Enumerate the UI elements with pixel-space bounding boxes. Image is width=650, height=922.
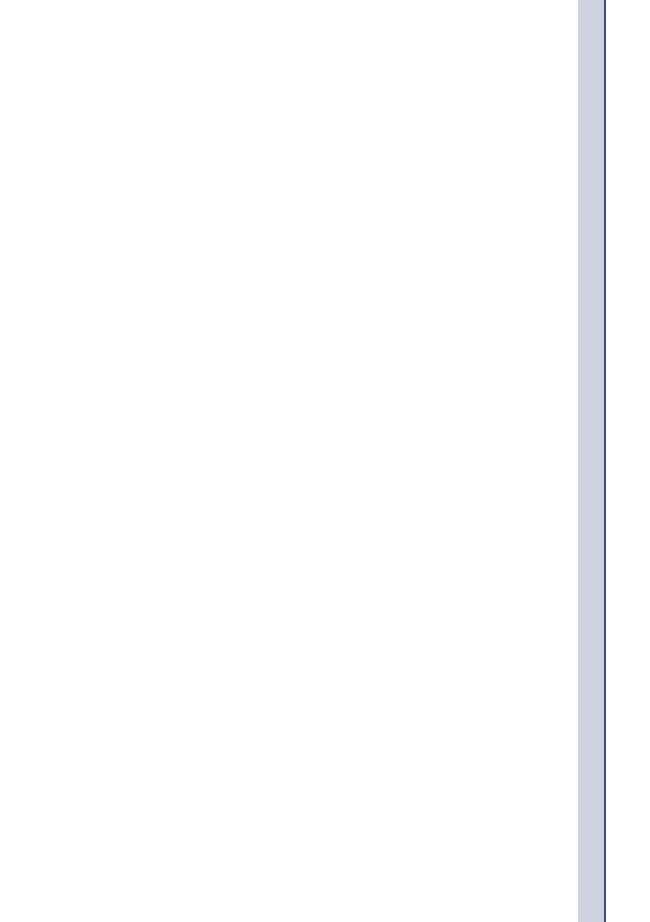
table-header: [578, 0, 606, 922]
table-title: [608, 6, 646, 916]
